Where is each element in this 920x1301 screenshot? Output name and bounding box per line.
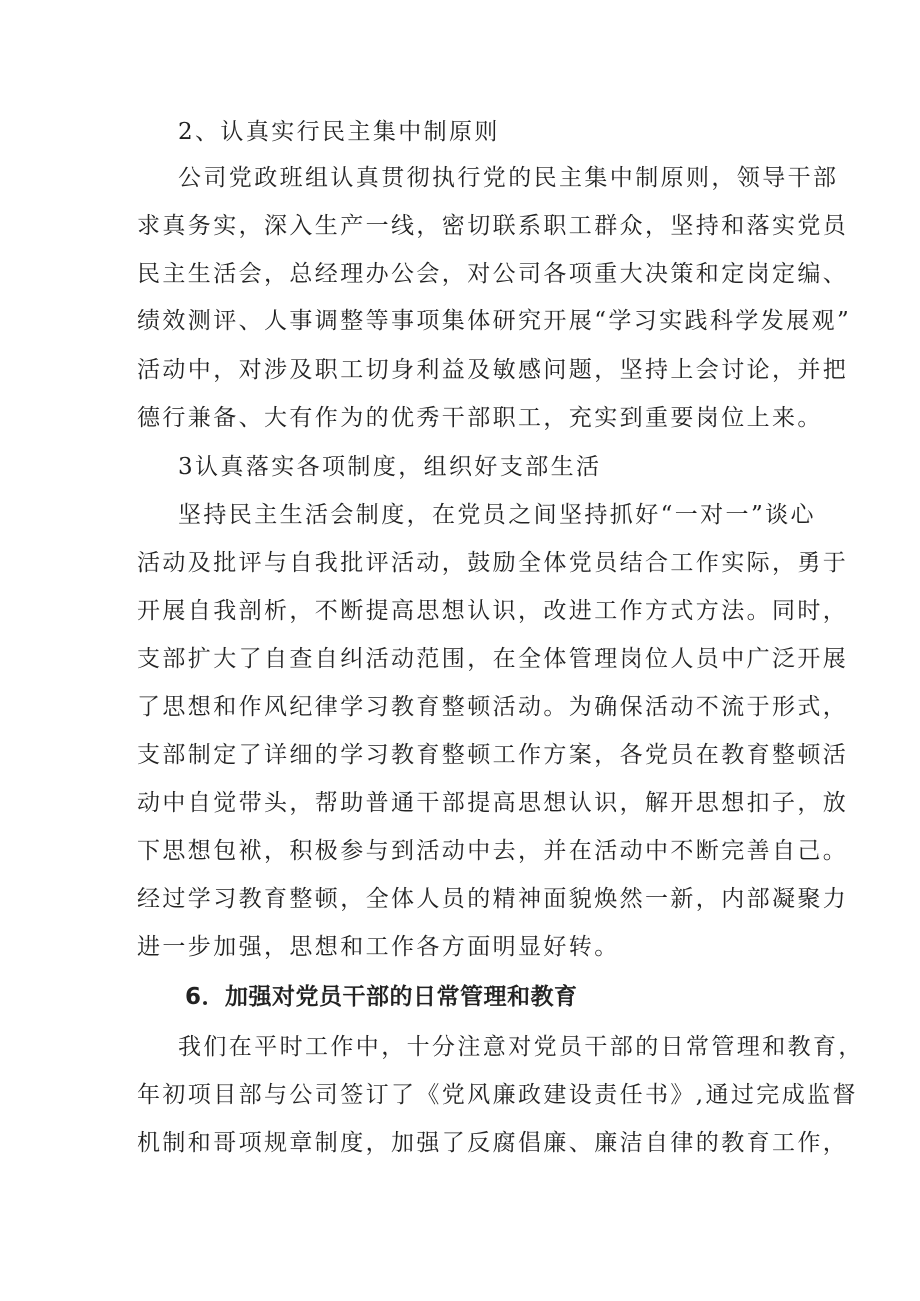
paragraph-line: 机制和哥项规章制度，加强了反腐倡廉、廉洁自律的教育工作， — [137, 1130, 849, 1156]
section-heading-2: 2、认真实行民主集中制原则 — [178, 119, 500, 145]
paragraph-line: 支部制定了详细的学习教育整顿工作方案，各党员在教育整顿活 — [137, 742, 849, 768]
paragraph-line: 活动及批评与自我批评活动，鼓励全体党员结合工作实际，勇于 — [137, 550, 849, 576]
paragraph-line: 绩效测评、人事调整等事项集体研究开展“学习实践科学发展观” — [137, 308, 852, 334]
paragraph-line: 我们在平时工作中，十分注意对党员干部的日常管理和教育， — [178, 1034, 864, 1060]
paragraph-line: 经过学习教育整顿，全体人员的精神面貌焕然一新，内部凝聚力 — [137, 886, 849, 912]
paragraph-line: 活动中，对涉及职工切身利益及敏感问题，坚持上会讨论，并把 — [137, 357, 849, 383]
paragraph-line: 进一步加强，思想和工作各方面明显好转。 — [137, 934, 620, 960]
paragraph-line: 支部扩大了自查自纠活动范围，在全体管理岗位人员中广泛开展 — [137, 646, 849, 672]
paragraph-line: 德行兼备、大有作为的优秀干部职工，充实到重要岗位上来。 — [137, 405, 823, 431]
paragraph-line: 坚持民主生活会制度，在党员之间坚持抓好“一对一”谈心 — [178, 502, 816, 528]
paragraph-line: 求真务实，深入生产一线，密切联系职工群众，坚持和落实党员 — [137, 213, 849, 239]
paragraph-line: 动中自觉带头，帮助普通干部提高思想认识，解开思想扣子，放 — [137, 790, 849, 816]
paragraph-line: 下思想包袱，积极参与到活动中去，并在活动中不断完善自己。 — [137, 838, 849, 864]
paragraph-line: 公司党政班组认真贯彻执行党的民主集中制原则，领导干部 — [178, 165, 839, 191]
section-heading-3: 3认真落实各项制度，组织好支部生活 — [178, 454, 602, 480]
paragraph-line: 年初项目部与公司签订了《党风廉政建设责任书》,通过完成监督 — [137, 1082, 858, 1108]
paragraph-line: 了思想和作风纪律学习教育整顿活动。为确保活动不流于形式， — [137, 694, 849, 720]
section-heading-6: 6．加强对党员干部的日常管理和教育 — [185, 984, 578, 1010]
paragraph-line: 开展自我剖析，不断提高思想认识，改进工作方式方法。同时， — [137, 598, 849, 624]
paragraph-line: 民主生活会，总经理办公会，对公司各项重大决策和定岗定编、 — [137, 261, 849, 287]
